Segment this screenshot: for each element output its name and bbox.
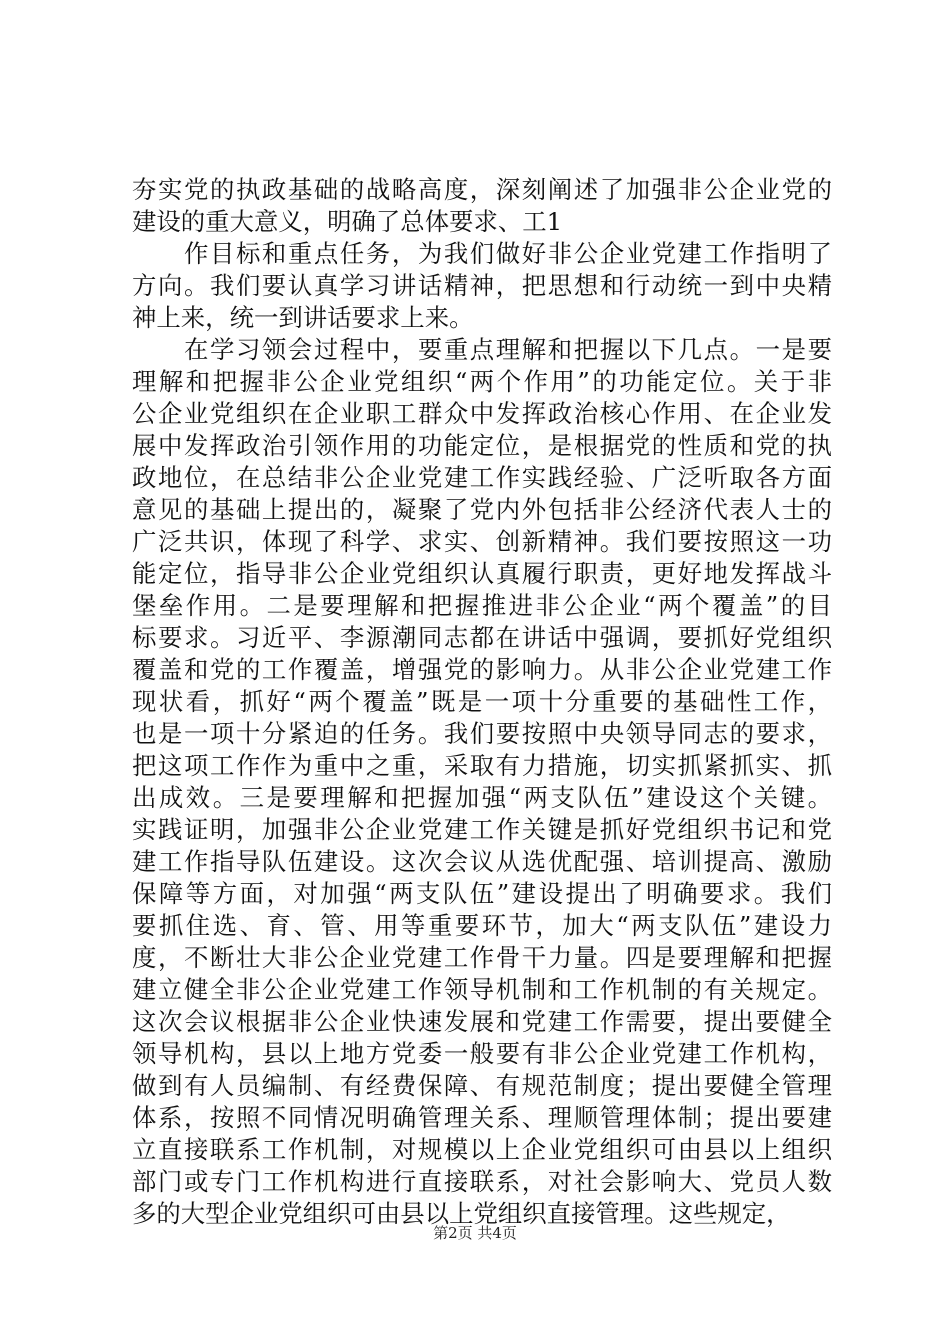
text-line: 保障等方面，对加强“两支队伍”建设提出了明确要求。我们 — [132, 879, 832, 908]
paragraph — [132, 334, 832, 1230]
text-line: 覆盖和党的工作覆盖，增强党的影响力。从非公企业党建工作 — [132, 655, 832, 684]
text-line: 理解和把握非公企业党组织“两个作用”的功能定位。关于非 — [132, 367, 832, 396]
document-body — [132, 174, 832, 1230]
text-line: 现状看，抓好“两个覆盖”既是一项十分重要的基础性工作， — [132, 687, 832, 716]
text-line: 部门或专门工作机构进行直接联系，对社会影响大、党员人数 — [132, 1167, 832, 1196]
text-line: 度，不断壮大非公企业党建工作骨干力量。四是要理解和把握 — [132, 943, 832, 972]
text-line: 多的大型企业党组织可由县以上党组织直接管理。这些规定， — [132, 1199, 791, 1228]
page-number-label: 第2页 共4页 — [433, 1224, 517, 1242]
text-line: 这次会议根据非公企业快速发展和党建工作需要，提出要健全 — [132, 1007, 832, 1036]
text-line: 出成效。三是要理解和把握加强“两支队伍”建设这个关键。 — [132, 783, 832, 812]
text-line: 在学习领会过程中，要重点理解和把握以下几点。一是要 — [132, 335, 832, 364]
text-line: 实践证明，加强非公企业党建工作关键是抓好党组织书记和党 — [132, 815, 832, 844]
text-line: 建设的重大意义，明确了总体要求、工1 — [132, 207, 563, 236]
text-line: 要抓住选、育、管、用等重要环节，加大“两支队伍”建设力 — [132, 911, 832, 940]
text-line: 作目标和重点任务，为我们做好非公企业党建工作指明了 — [132, 239, 832, 268]
text-line: 把这项工作作为重中之重，采取有力措施，切实抓紧抓实、抓 — [132, 751, 832, 780]
text-line: 夯实党的执政基础的战略高度，深刻阐述了加强非公企业党的 — [132, 175, 832, 204]
text-line: 政地位，在总结非公企业党建工作实践经验、广泛听取各方面 — [132, 463, 832, 492]
text-line: 领导机构，县以上地方党委一般要有非公企业党建工作机构， — [132, 1039, 832, 1068]
text-line: 堡垒作用。二是要理解和把握推进非公企业“两个覆盖”的目 — [132, 591, 832, 620]
text-line: 展中发挥政治引领作用的功能定位，是根据党的性质和党的执 — [132, 431, 832, 460]
text-line: 体系，按照不同情况明确管理关系、理顺管理体制；提出要建 — [132, 1103, 832, 1132]
text-line: 建工作指导队伍建设。这次会议从选优配强、培训提高、激励 — [132, 847, 832, 876]
text-line: 方向。我们要认真学习讲话精神，把思想和行动统一到中央精 — [132, 271, 832, 300]
page-footer — [0, 1223, 950, 1243]
text-line: 神上来，统一到讲话要求上来。 — [132, 303, 474, 332]
text-line: 公企业党组织在企业职工群众中发挥政治核心作用、在企业发 — [132, 399, 832, 428]
text-line: 意见的基础上提出的，凝聚了党内外包括非公经济代表人士的 — [132, 495, 832, 524]
text-line: 广泛共识，体现了科学、求实、创新精神。我们要按照这一功 — [132, 527, 832, 556]
text-line: 做到有人员编制、有经费保障、有规范制度；提出要健全管理 — [132, 1071, 832, 1100]
text-line: 立直接联系工作机制，对规模以上企业党组织可由县以上组织 — [132, 1135, 832, 1164]
paragraph — [132, 238, 832, 334]
paragraph — [132, 174, 832, 238]
text-line: 标要求。习近平、李源潮同志都在讲话中强调，要抓好党组织 — [132, 623, 832, 652]
text-line: 能定位，指导非公企业党组织认真履行职责，更好地发挥战斗 — [132, 559, 832, 588]
text-line: 也是一项十分紧迫的任务。我们要按照中央领导同志的要求， — [132, 719, 832, 748]
text-line: 建立健全非公企业党建工作领导机制和工作机制的有关规定。 — [132, 975, 832, 1004]
